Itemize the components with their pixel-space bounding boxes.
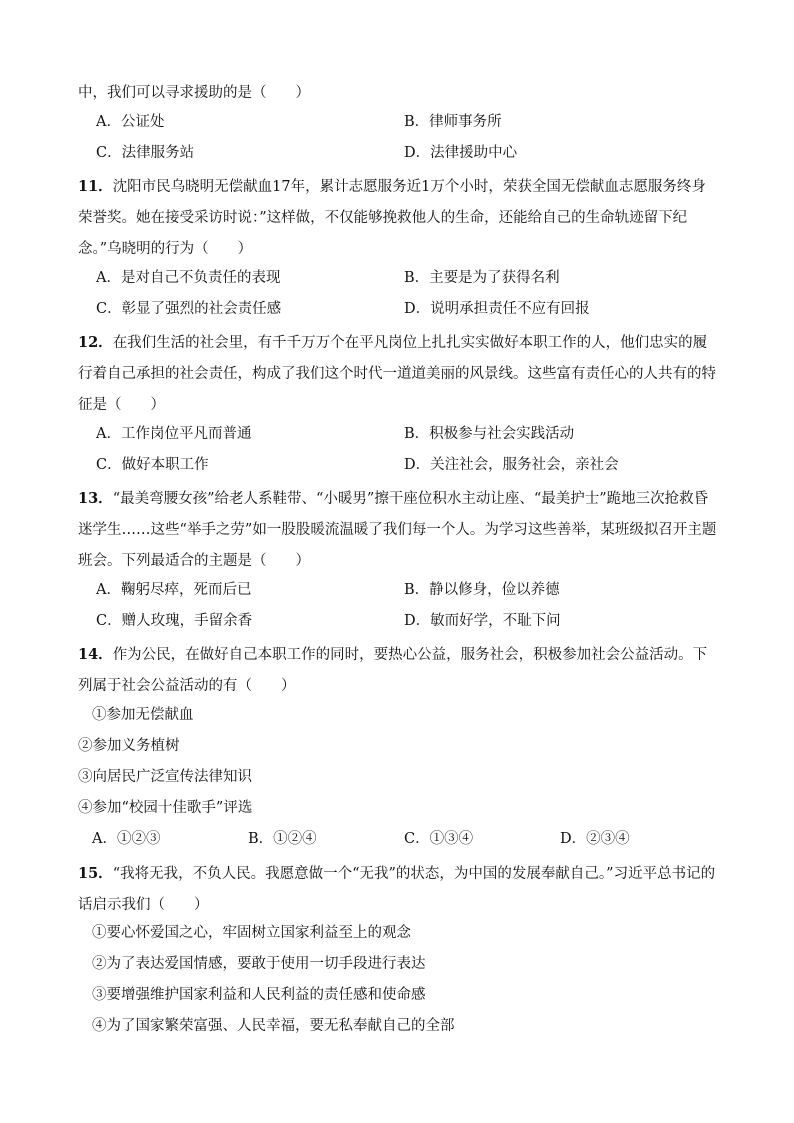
q10-stem-tail: 中，我们可以寻求援助的是（ ）: [78, 85, 310, 101]
q12-number: 12．: [78, 334, 113, 351]
q12-option-a: A．工作岗位平凡而普通: [96, 426, 252, 442]
q15-statement-4: ④为了国家繁荣富强、人民幸福，要无私奉献自己的全部: [92, 1018, 455, 1034]
q10-option-c: C．法律服务站: [96, 145, 195, 161]
q11-number: 11．: [78, 178, 113, 195]
q13-number: 13．: [78, 490, 113, 507]
q14-option-b: B．①②④: [248, 831, 317, 847]
q11-option-d: D．说明承担责任不应有回报: [404, 301, 590, 317]
q15-statement-1: ①要心怀爱国之心，牢固树立国家利益至上的观念: [92, 925, 411, 941]
q14-text: 作为公民，在做好自己本职工作的同时，要热心公益，服务社会，积极参加社会公益活动。下列属于社会公益活动的有（ ）: [78, 647, 708, 694]
q14-statement-1: ①参加无偿献血: [92, 707, 194, 723]
q10-option-d: D．法律援助中心: [404, 145, 518, 161]
q11-text: 沈阳市民乌晓明无偿献血17年，累计志愿服务近1万个小时，荣获全国无偿献血志愿服务终身荣誉奖。她在接受采访时说：”这样做，不仅能够挽救他人的生命，还能给自己的生命轨迹留下纪念。”乌晓明的行为（ ）: [78, 179, 706, 257]
q10-option-b: B．律师事务所: [404, 114, 502, 130]
q13-option-a: A．鞠躬尽瘁，死而后已: [96, 582, 252, 598]
q14-option-d: D．②③④: [560, 831, 630, 847]
q13-option-b: B．静以修身，俭以养德: [404, 582, 560, 598]
q14-statement-3: ③向居民广泛宣传法律知识: [78, 769, 252, 785]
q11-option-b: B．主要是为了获得名利: [404, 270, 560, 286]
q14-statement-4: ④参加“校园十佳歌手”评选: [78, 800, 253, 816]
q11-option-a: A．是对自己不负责任的表现: [96, 270, 281, 286]
q13-text: “最美弯腰女孩”给老人系鞋带、“小暖男”擦干座位积水主动让座、“最美护士”跪地三次抢救昏迷学生……这些“举手之劳”如一股股暖流温暖了我们每一个人。为学习这些善举，某班级拟召开主题班会。下列最适合的主题是（ ）: [78, 491, 717, 569]
q12-text: 在我们生活的社会里，有千千万万个在平凡岗位上扎扎实实做好本职工作的人，他们忠实的履行着自己承担的社会责任，构成了我们这个时代一道道美丽的风景线。这些富有责任心的人共有的特征是（ ）: [78, 335, 716, 413]
q13-option-d: D．敏而好学，不耻下问: [404, 613, 561, 629]
q15-text: “我将无我，不负人民。我愿意做一个“无我”的状态，为中国的发展奉献自己。”习近平总书记的话启示我们（ ）: [78, 866, 716, 913]
q12-option-b: B．积极参与社会实践活动: [404, 426, 575, 442]
q15-statement-2: ②为了表达爱国情感，要敢于使用一切手段进行表达: [92, 956, 426, 972]
q14-number: 14．: [78, 646, 113, 663]
q14-option-c: C．①③④: [404, 831, 474, 847]
q12-stem: [78, 327, 718, 421]
q13-option-c: C．赠人玫瑰，手留余香: [96, 613, 253, 629]
q10-option-a: A．公证处: [96, 114, 165, 130]
q11-option-c: C．彰显了强烈的社会责任感: [96, 301, 282, 317]
q13-stem: [78, 483, 718, 577]
q14-statement-2: ②参加义务植树: [78, 738, 180, 754]
q15-statement-3: ③要增强维护国家利益和人民利益的责任感和使命感: [92, 987, 426, 1003]
q15-stem: [78, 858, 718, 921]
q14-stem: [78, 639, 718, 702]
q15-number: 15．: [78, 865, 113, 882]
q14-option-a: A．①②③: [92, 831, 161, 847]
q12-option-d: D．关注社会，服务社会，亲社会: [404, 457, 619, 473]
q12-option-c: C．做好本职工作: [96, 457, 209, 473]
q11-stem: [78, 171, 718, 265]
